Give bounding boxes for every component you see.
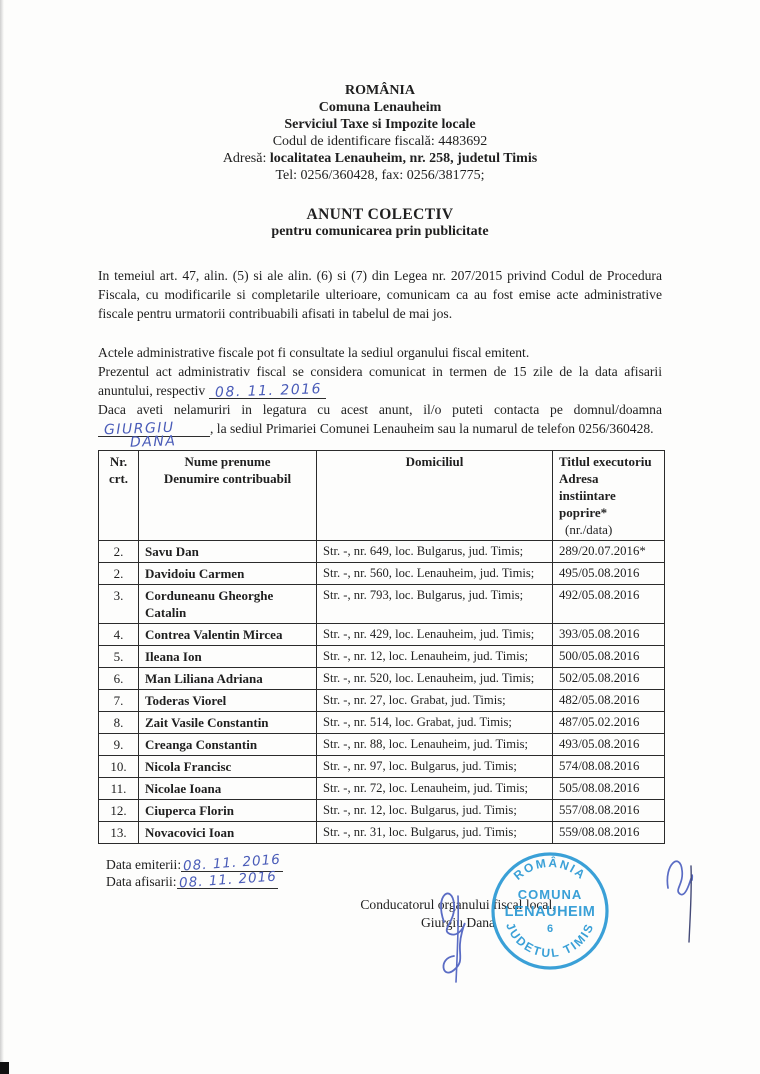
- table-row: 13. Novacovici Ioan Str. -, nr. 31, loc. Bulgarus, jud. Timis; 559/08.08.2016: [99, 822, 665, 844]
- stamp-number-text: 6: [546, 923, 554, 935]
- title-block: [98, 206, 662, 240]
- address-value: localitatea Lenauheim, nr. 258, judetul Timis: [269, 151, 538, 166]
- table-header-row: [99, 451, 665, 541]
- document-subtitle: pentru comunicarea prin publicitate: [271, 224, 489, 239]
- table-row: 8. Zait Vasile Constantin Str. -, nr. 514, loc. Grabat, jud. Timis; 487/05.02.2016: [99, 712, 665, 734]
- footer-dates: [106, 851, 283, 892]
- stamp-commune-text: COMUNA: [517, 887, 583, 902]
- handwritten-name-second: DANA: [129, 433, 177, 451]
- address-label: Adresă:: [222, 151, 267, 166]
- paragraph-contact-end: , la sediul Primariei Comunei Lenauheim sau la numarul de telefon 0256/360428.: [210, 421, 654, 436]
- handwritten-date-field: [209, 381, 326, 401]
- date-posted-handwritten: 08. 11. 2016: [178, 868, 277, 892]
- table-row: 4. Contrea Valentin Mircea Str. -, nr. 429, loc. Lenauheim, jud. Timis; 393/05.08.2016: [99, 624, 665, 646]
- date-posted-field: [177, 868, 279, 892]
- handwritten-name-first: GIURGIU: [103, 419, 175, 439]
- table-row: 6. Man Liliana Adriana Str. -, nr. 520, loc. Lenauheim, jud. Timis; 502/05.08.2016: [99, 668, 665, 690]
- table-row: 5. Ileana Ion Str. -, nr. 12, loc. Lenauheim, jud. Timis; 500/05.08.2016: [99, 646, 665, 668]
- table-row: 10. Nicola Francisc Str. -, nr. 97, loc. Bulgarus, jud. Timis; 574/08.08.2016: [99, 756, 665, 778]
- letterhead-address: [98, 150, 662, 167]
- document-title: ANUNT COLECTIV: [306, 206, 454, 223]
- stamp-top-text: ROMÂNIA: [510, 855, 590, 883]
- table-row: 11. Nicolae Ioana Str. -, nr. 72, loc. Lenauheim, jud. Timis; 505/08.08.2016: [99, 778, 665, 800]
- taxpayers-table: [98, 450, 665, 844]
- letterhead-fiscal-code: Codul de identificare fiscală: 4483692: [272, 134, 488, 149]
- paragraph-consultation: Actele administrative fiscale pot fi consultate la sediul organului fiscal emitent.: [98, 345, 530, 360]
- handwritten-date: 08. 11. 2016: [214, 381, 322, 401]
- date-issued-handwritten: 08. 11. 2016: [182, 851, 282, 875]
- table-row: 2. Davidoiu Carmen Str. -, nr. 560, loc. Lenauheim, jud. Timis; 495/05.08.2016: [99, 563, 665, 585]
- letterhead-service: Serviciul Taxe si Impozite locale: [284, 117, 476, 132]
- letterhead-commune: Comuna Lenauheim: [318, 100, 442, 115]
- table-row: 2. Savu Dan Str. -, nr. 649, loc. Bulgarus, jud. Timis; 289/20.07.2016*: [99, 541, 665, 563]
- date-issued-label: Data emiterii:: [106, 857, 182, 872]
- table-row: 9. Creanga Constantin Str. -, nr. 88, loc. Lenauheim, jud. Timis; 493/05.08.2016: [99, 734, 665, 756]
- official-round-stamp: [485, 846, 615, 976]
- column-header-name: Nume prenume Denumire contribuabil: [139, 451, 317, 541]
- scan-corner-artifact: [0, 1062, 9, 1074]
- column-header-title: Titlul executoriu Adresa instiintare poprire* (nr./data): [553, 451, 665, 541]
- column-header-nr: Nr. crt.: [99, 451, 139, 541]
- date-posted-label: Data afisarii:: [106, 874, 177, 889]
- letterhead-country: ROMÂNIA: [345, 83, 415, 98]
- letterhead-phone: Tel: 0256/360428, fax: 0256/381775;: [275, 168, 485, 183]
- paragraph-legal-basis: In temeiul art. 47, alin. (5) si ale alin. (6) si (7) din Legea nr. 207/2015 privind Codul de Procedura Fiscala, cu modificarile si completarile ulterioare, comunicam ca au fost emise acte administrative fiscale pentru urmatorii contribuabili afisati in tabelul de mai jos.: [98, 268, 662, 321]
- letterhead: [98, 0, 662, 184]
- signatory-title: Conducatorul organului fiscal local,: [360, 897, 556, 912]
- document-footer: [98, 851, 662, 989]
- paragraph-contact: Daca aveti nelamuriri in legatura cu acest anunt, il/o puteti contacta pe domnul/doamna: [98, 402, 662, 417]
- stamp-bottom-text: JUDETUL TIMIS: [503, 920, 597, 961]
- column-header-domicile: Domiciliul: [317, 451, 553, 541]
- svg-text:ROMÂNIA: [511, 855, 589, 883]
- stamp-locality-text: LENAUHEIM: [504, 904, 596, 920]
- paragraph-deadline: Prezentul act administrativ fiscal se considera comunicat in termen de 15 zile de la data afisarii anuntului, respectiv: [98, 364, 662, 398]
- handwritten-name-field: [98, 419, 210, 451]
- date-posted-row: [106, 868, 283, 892]
- handwritten-signature-right: [646, 846, 726, 950]
- handwritten-signature-left: [406, 882, 496, 986]
- paragraph-block-notices: [98, 343, 662, 451]
- signatory-name: Giurgiu Dana: [420, 915, 496, 930]
- table-row: 12. Ciuperca Florin Str. -, nr. 12, loc. Bulgarus, jud. Timis; 557/08.08.2016: [99, 800, 665, 822]
- table-row: 3. Corduneanu Gheorghe Catalin Str. -, nr. 793, loc. Bulgarus, jud. Timis; 492/05.08.2016: [99, 585, 665, 624]
- table-row: 7. Toderas Viorel Str. -, nr. 27, loc. Grabat, jud. Timis; 482/05.08.2016: [99, 690, 665, 712]
